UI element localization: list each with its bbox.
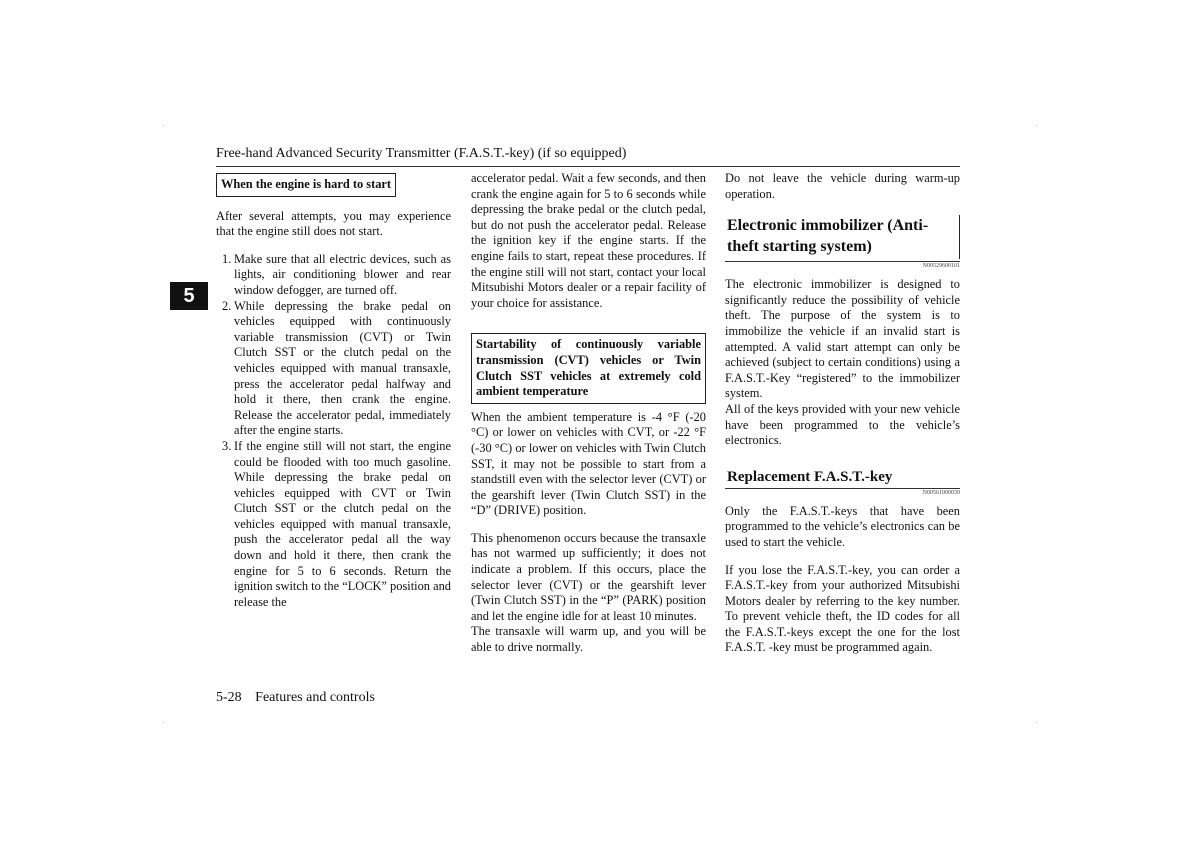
paragraph: The electronic immobilizer is designed to significantly reduce the possibility of vehicle theft. The purpose of the system is to immobilize the vehicle if an invalid start is attempted. A valid start attempt can only be achieved (subject to certain conditions) using a F.A.S.T.-Key “registered” to the immobilizer system. [725,277,960,401]
crop-mark [163,125,164,126]
crop-mark [1036,125,1037,126]
column-2 [471,171,706,656]
paragraph: When the ambient temperature is -4 °F (-20 °C) or lower on vehicles with CVT, or -22 °F (-30 °C) or lower on vehicles with Twin Clutch SST, it may not be possible to start from a standstill even with the selector lever (CVT) or the gearshift lever (Twin Clutch SST) in the “D” (DRIVE) position. [471,409,706,518]
crop-mark [163,722,164,723]
section-title-immobilizer: Electronic immobilizer (Anti-theft starting system) [725,215,960,259]
paragraph-continuation: accelerator pedal. Wait a few seconds, and then crank the engine again for 5 to 6 seconds while depressing the brake pedal or the clutch pedal, but do not push the accelerator pedal. Release the ignition key if the engine starts. If the engine fails to start, repeat these procedures. If the engine still will not start, contact your local Mitsubishi Motors dealer or a repair facility of your choice for assistance. [471,171,706,310]
paragraph: This phenomenon occurs because the transaxle has not warmed up sufficiently; it does not indicate a problem. If this occurs, place the selector lever (CVT) or the gearshift lever (Twin Clutch SST) in the “P” (PARK) position and let the engine idle for at least 10 minutes. [471,530,706,623]
page-header: Free-hand Advanced Security Transmitter (F.A.S.T.-key) (if so equipped) [216,146,627,161]
paragraph: All of the keys provided with your new vehicle have been programmed to the vehicle’s electronics. [725,401,960,448]
paragraph-intro: After several attempts, you may experience that the engine still does not start. [216,208,451,239]
column-3 [725,171,960,656]
footer-section: Features and controls [255,690,375,705]
list-item: 2. While depressing the brake pedal on vehicles equipped with continuously variable transmission (CVT) or Twin Clutch SST or the clutch pedal on the vehicles equipped with manual transaxle, press the accelerator pedal halfway and hold it there, then crank the engine. Release the accelerator pedal, immediately after the engine starts. [222,298,451,438]
list-item: 1. Make sure that all electric devices, such as lights, air conditioning blower and rear window defogger, are turned off. [222,251,451,297]
steps-list [216,252,451,611]
crop-mark [1036,722,1037,723]
paragraph: Only the F.A.S.T.-keys that have been programmed to the vehicle’s electronics can be used to start the vehicle. [725,503,960,549]
list-item: 3. If the engine still will not start, the engine could be flooded with too much gasoline. While depressing the brake pedal on vehicles equipped with CVT or Twin Clutch SST or the clutch pedal on the vehicles equipped with manual transaxle, push the accelerator pedal all the way down and hold it there, then crank the engine for 5 to 6 seconds. Return the ignition switch to the “LOCK” position and release the [222,438,451,609]
box-heading-startability: Startability of continuously variable transmission (CVT) vehicles or Twin Clutch SST vehicles at extremely cold ambient temperature [471,333,706,403]
paragraph: The transaxle will warm up, and you will be able to drive normally. [471,624,706,655]
page-number: 5-28 [216,690,242,705]
header-rule [216,166,960,167]
page-footer [216,690,375,706]
section-code: N00561000039 [725,488,960,497]
paragraph-intro: Do not leave the vehicle during warm-up operation. [725,171,960,201]
section-title-replacement: Replacement F.A.S.T.-key [727,468,893,485]
box-heading-hard-to-start: When the engine is hard to start [216,173,396,197]
paragraph: If you lose the F.A.S.T.-key, you can order a F.A.S.T.-key from your authorized Mitsubishi Motors dealer by referring to the key number. To prevent vehicle theft, the ID codes for all the F.A.S.T.-keys except the one for the lost F.A.S.T. -key must be programmed again. [725,562,960,655]
chapter-tab: 5 [170,282,208,310]
column-1 [216,173,451,610]
section-code: N00529600101 [725,261,960,270]
